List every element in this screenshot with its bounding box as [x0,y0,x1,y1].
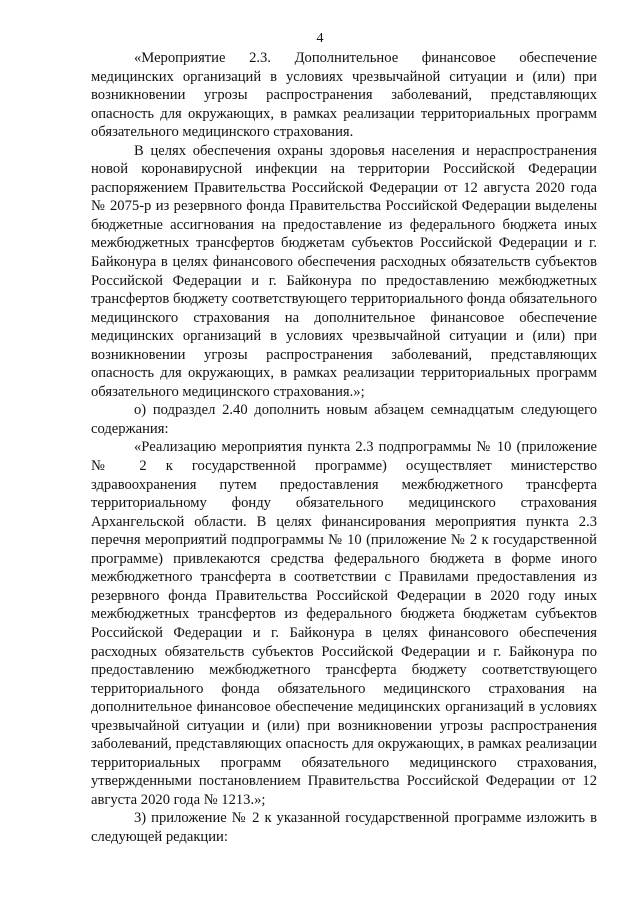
paragraph-appendix-2: 3) приложение № 2 к указанной государственной программе изложить в следующей редакции: [91,810,597,845]
document-body [91,49,597,847]
paragraph-measure-2-3: «Мероприятие 2.3. Дополнительное финансовое обеспечение медицинских организаций в условиях чрезвычайной ситуации и (или) при возникновении угрозы распространения заболеваний, представляющих опасность для окружающих, в рамках реализации территориальных программ обязательного медицинского страхования. [91,50,597,141]
paragraph-subsection-2-40: о) подраздел 2.40 дополнить новым абзацем семнадцатым следующего содержания: [91,402,597,437]
page-number: 4 [316,31,324,46]
paragraph-implementation: «Реализацию мероприятия пункта 2.3 подпрограммы № 10 (приложение № 2 к государственной программе) осуществляет министерство здравоохранения путем предоставления межбюджетного трансферта территориальному фонду обязательного медицинского страхования Архангельской области. В целях финансирования мероприятия пункта 2.3 перечня мероприятий подпрограммы № 10 (приложение № 2 к государственной программе) привлекаются средства федерального бюджета в форме иного межбюджетного трансферта в соответствии с Правилами предоставления из резервного фонда Правительства Российской Федерации в 2020 году иных межбюджетных трансфертов из федерального бюджета бюджетам субъектов Российской Федерации и г. Байконура в целях финансового обеспечения расходных обязательств субъектов Российской Федерации и г. Байконура по предоставлению межбюджетного трансферта бюджету соответствующего территориального фонда обязательного медицинского страхования на дополнительное финансовое обеспечение медицинских организаций в условиях чрезвычайной ситуации и (или) при возникновении угрозы распространения заболеваний, представляющих опасность для окружающих, в рамках реализации территориальных программ обязательного медицинского страхования, утвержденными постановлением Правительства Российской Федерации от 12 августа 2020 года № 1213.»; [91,439,597,808]
paragraph-health-protection: В целях обеспечения охраны здоровья населения и нераспространения новой коронавирусной инфекции на территории Российской Федерации распоряжением Правительства Российской Федерации от 12 августа 2020 года № 2075-р из резервного фонда Правительства Российской Федерации выделены бюджетные ассигнования на предоставление из федерального бюджета иных межбюджетных трансфертов бюджетам субъектов Российской Федерации и г. Байконура в целях финансового обеспечения расходных обязательств субъектов Российской Федерации и г. Байконура по предоставлению межбюджетных трансфертов бюджету соответствующего территориального фонда обязательного медицинского страхования на дополнительное финансовое обеспечение медицинских организаций в условиях чрезвычайной ситуации и (или) при возникновении угрозы распространения заболеваний, представляющих опасность для окружающих, в рамках реализации территориальных программ обязательного медицинского страхования.»; [91,142,597,400]
